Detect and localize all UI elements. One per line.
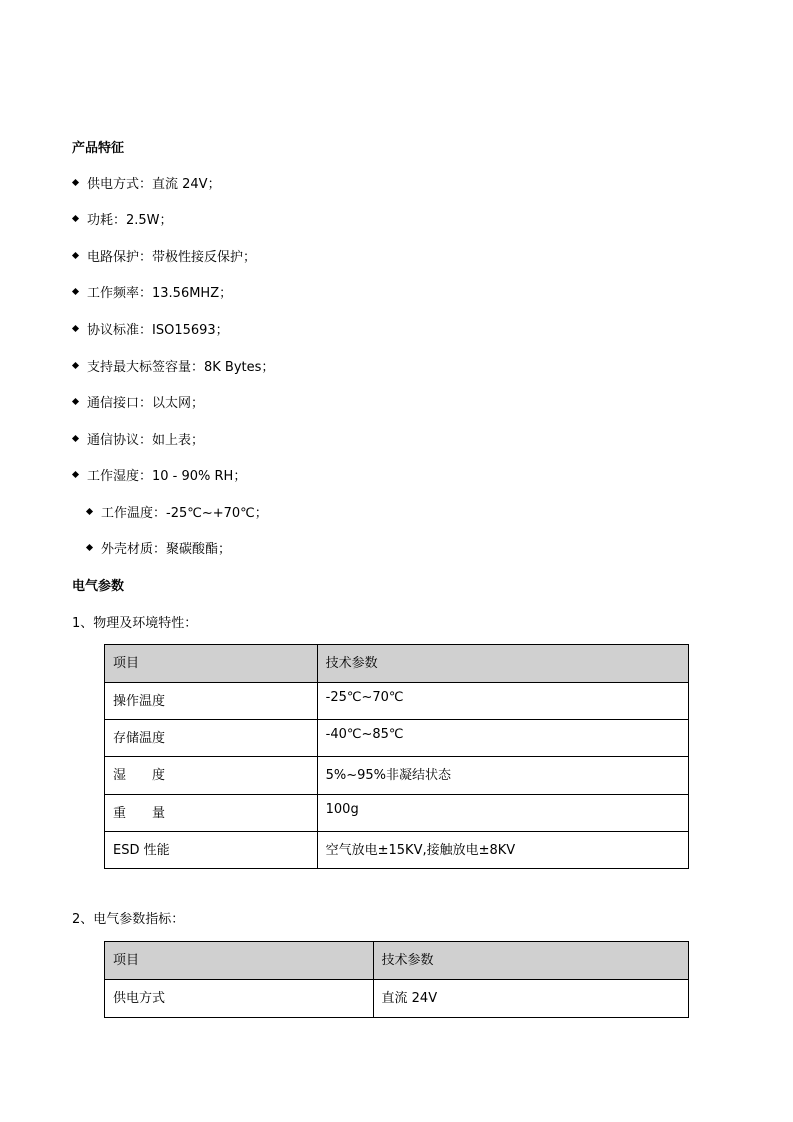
table-header-cell: 技术参数 [373,942,688,980]
table-row [105,795,689,832]
feature-item: 供电方式：直流 24V； [73,173,221,192]
feature-item: 通信协议：如上表； [73,429,204,448]
table-cell: 5%~95%非凝结状态 [317,757,688,795]
bullet-icon [72,325,79,332]
table-header-cell: 技术参数 [317,645,688,683]
table-header-row [105,645,689,683]
feature-item: 工作频率：13.56MHZ； [73,282,232,301]
bullet-icon [72,179,79,186]
table-row [105,980,689,1018]
section1-title: 1、物理及环境特性： [72,616,198,631]
table-cell: 操作温度 [105,683,318,720]
bullet-icon [86,508,93,515]
bullet-icon [72,362,79,369]
table-cell: -40℃~85℃ [317,720,688,757]
table-row [105,720,689,757]
feature-item: 功耗：2.5W； [73,209,173,228]
table-row [105,757,689,795]
table-row [105,832,689,869]
feature-item: 工作温度：-25℃~+70℃； [87,502,268,521]
table-cell: 存储温度 [105,720,318,757]
bullet-icon [72,435,79,442]
feature-item: 工作湿度：10 - 90% RH； [73,465,246,484]
table-row [105,683,689,720]
table-cell: 空气放电±15KV,接触放电±8KV [317,832,688,869]
bullet-icon [72,215,79,222]
table-cell: 重 量 [105,795,318,832]
feature-item: 外壳材质：聚碳酸酯； [87,538,231,557]
bullet-icon [72,252,79,259]
table-header-row [105,942,689,980]
feature-item: 协议标准：ISO15693； [73,319,229,338]
electrical-index-table [104,941,689,1018]
table-header-cell: 项目 [105,942,374,980]
table-header-cell: 项目 [105,645,318,683]
table-cell: ESD 性能 [105,832,318,869]
bullet-icon [72,398,79,405]
table-cell: 湿 度 [105,757,318,795]
features-heading: 产品特征 [72,141,125,156]
table-cell: -25℃~70℃ [317,683,688,720]
feature-item: 通信接口：以太网； [73,392,204,411]
bullet-icon [86,544,93,551]
physical-env-table [104,644,689,869]
feature-item: 电路保护：带极性接反保护； [73,246,256,265]
section2-title: 2、电气参数指标： [72,912,185,927]
table-cell: 供电方式 [105,980,374,1018]
bullet-icon [72,471,79,478]
electrical-heading: 电气参数 [72,579,125,594]
bullet-icon [72,288,79,295]
table-cell: 直流 24V [373,980,688,1018]
feature-item: 支持最大标签容量：8K Bytes； [73,356,274,375]
table-cell: 100g [317,795,688,832]
